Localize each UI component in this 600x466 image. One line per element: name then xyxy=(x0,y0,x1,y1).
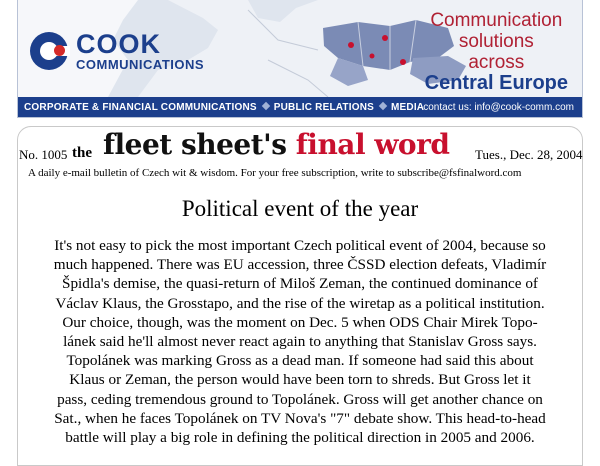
nav-corporate-financial[interactable]: CORPORATE & FINANCIAL COMMUNICATIONS xyxy=(24,102,257,113)
article-line: battle will play a big role in defining the political direction in 2005 and 2006. xyxy=(65,429,535,447)
tagline-line-3: across xyxy=(468,52,525,73)
nav-separator-icon xyxy=(379,102,387,110)
article-body xyxy=(20,236,580,447)
logo-name: COOK xyxy=(76,29,161,59)
nav-separator-icon xyxy=(262,102,270,110)
masthead-title xyxy=(103,128,449,161)
article-headline: Political event of the year xyxy=(181,196,419,221)
cook-banner[interactable] xyxy=(0,0,600,118)
issue-date: Tues., Dec. 28, 2004 xyxy=(475,147,583,162)
tagline-line-4: Central Europe xyxy=(424,72,568,94)
article-line: lánek said he'll almost never react again to anything that Stanislav Gross says. xyxy=(63,333,537,351)
article-line: Špidla's demise, the quasi-return of Miloš Zeman, the continued dominance of xyxy=(62,275,538,293)
banner-nav-bar xyxy=(18,97,583,118)
banner-tagline xyxy=(425,10,568,94)
issue-number: No. 1005 xyxy=(19,147,68,162)
article-line: Klaus or Zeman, the person would have been torn to shreds. But Gross let it xyxy=(69,371,531,389)
tagline-line-2: solutions xyxy=(458,31,534,52)
tagline-line-1: Communication xyxy=(430,10,563,31)
masthead-the: the xyxy=(72,145,92,161)
logo-dot-icon xyxy=(54,45,65,56)
contact-email-link[interactable]: contact us: info@cook-comm.com xyxy=(423,102,574,113)
nav-public-relations[interactable]: PUBLIC RELATIONS xyxy=(273,102,374,113)
logo-subtitle: COMMUNICATIONS xyxy=(76,57,205,72)
nav-media[interactable]: MEDIA xyxy=(391,102,425,113)
article-line: It's not easy to pick the most important Czech political event of 2004, because so xyxy=(54,237,546,254)
article-line: Sat., when he faces Topolánek on TV Nova's "7" debate show. This head-to-head xyxy=(54,409,546,427)
masthead-title-part-1: fleet sheet's xyxy=(103,128,287,161)
article-line: Václav Klaus, the Grosstapo, and the rise of the wiretap as a political institution. xyxy=(55,294,545,312)
article-line: much happened. There was EU accession, three ČSSD election defeats, Vladimír xyxy=(53,256,547,274)
article-line: pass, ceding tremendous ground to Topolánek. Gross will get another chance on xyxy=(57,390,543,408)
article-line: Topolánek was marking Gross as a dead man. If someone had said this about xyxy=(66,352,534,370)
subscription-line: A daily e-mail bulletin of Czech wit & wisdom. For your free subscription, write to subscribe@fsfinalword.com xyxy=(28,167,522,179)
banner-frame xyxy=(17,0,583,118)
masthead-title-part-2: final word xyxy=(295,128,450,161)
article-line: Our choice, though, was the moment on Dec. 5 when ODS Chair Mirek Topo- xyxy=(62,313,538,331)
cook-logo[interactable] xyxy=(26,22,216,82)
